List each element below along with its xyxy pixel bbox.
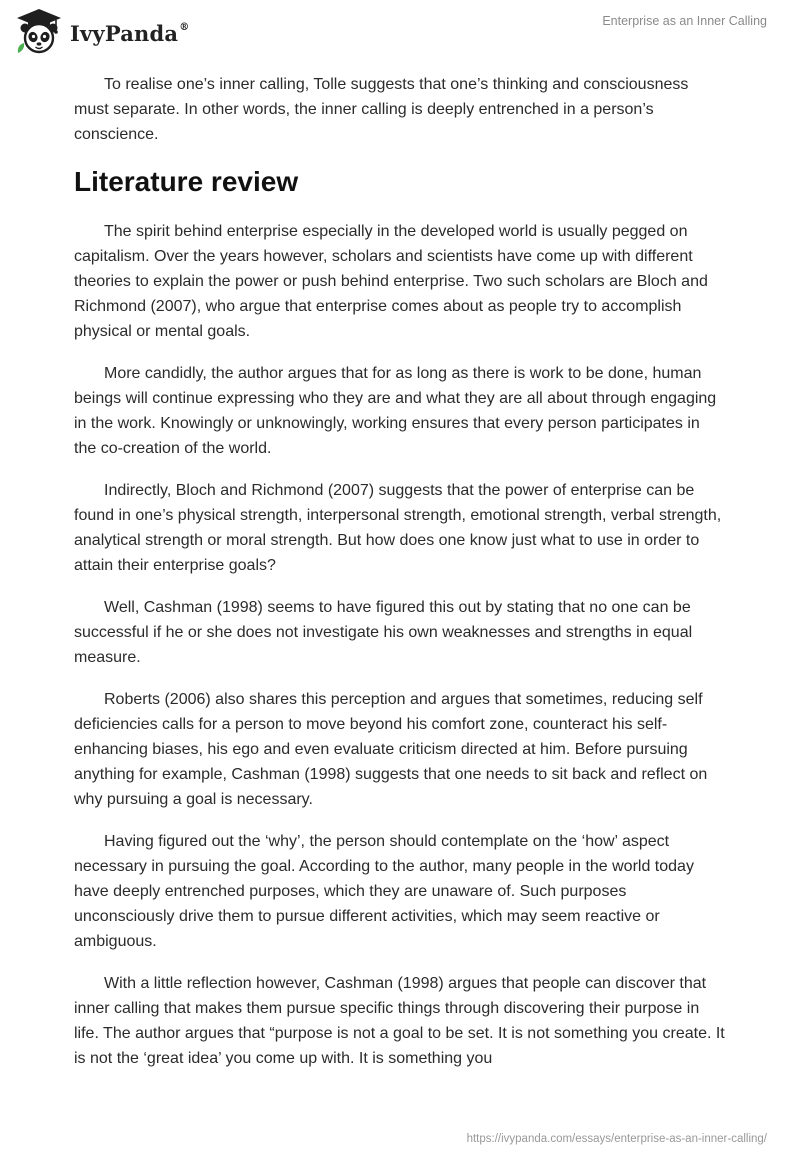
source-url[interactable]: https://ivypanda.com/essays/enterprise-as-an-inner-calling/	[466, 1133, 767, 1145]
registered-mark: ®	[179, 21, 190, 33]
section-heading: Literature review	[74, 166, 299, 197]
intro-paragraph: To realise one’s inner calling, Tolle suggests that one’s thinking and consciousness must separate. In other words, the inner calling is deeply entrenched in a person’s conscience.	[74, 76, 689, 143]
panda-graduate-icon	[14, 7, 64, 57]
brand-name	[70, 21, 189, 46]
brand-name-text: IvyPanda	[70, 20, 179, 46]
paragraph: Roberts (2006) also shares this perception and argues that sometimes, reducing self deficiencies calls for a person to move beyond his comfort zone, counteract his self-enhancing biases, his ego and even evaluate criticism directed at him. Before pursuing anything for example, Cashman (1998) suggests that one needs to sit back and reflect on why pursuing a goal is necessary.	[74, 691, 708, 808]
paragraph: Indirectly, Bloch and Richmond (2007) suggests that the power of enterprise can be found in one’s physical strength, interpersonal strength, emotional strength, verbal strength, analytical strength or moral strength. But how does one know just what to use in order to attain their enterprise goals?	[74, 482, 722, 574]
paragraph: More candidly, the author argues that for as long as there is work to be done, human beings will continue expressing who they are and what they are all about through engaging in the work. Knowingly or unknowingly, working ensures that every person participates in the co-creation of the world.	[74, 365, 717, 457]
paragraph: The spirit behind enterprise especially in the developed world is usually pegged on capitalism. Over the years however, scholars and scientists have come up with different theories to explain the power or push behind enterprise. Two such scholars are Bloch and Richmond (2007), who argue that enterprise comes about as people try to accomplish physical or mental goals.	[74, 223, 708, 340]
page-header	[0, 0, 800, 62]
essay-content	[74, 72, 726, 1088]
paragraph: Having figured out the ‘why’, the person should contemplate on the ‘how’ aspect necessary in pursuing the goal. According to the author, many people in the world today have deeply entrenched purposes, which they are unaware of. Such purposes unconsciously drive them to pursue different activities, which may seem reactive or ambiguous.	[74, 833, 694, 950]
paragraph: With a little reflection however, Cashman (1998) argues that people can discover that inner calling that makes them pursue specific things through discovering their purpose in life. The author argues that “purpose is not a goal to be set. It is not something you create. It is not the ‘great idea’ you come up with. It is something you	[74, 975, 725, 1067]
ivypanda-logo[interactable]	[14, 8, 189, 56]
document-title: Enterprise as an Inner Calling	[602, 14, 767, 28]
paragraph: Well, Cashman (1998) seems to have figured this out by stating that no one can be successful if he or she does not investigate his own weaknesses and strengths in equal measure.	[74, 599, 693, 666]
